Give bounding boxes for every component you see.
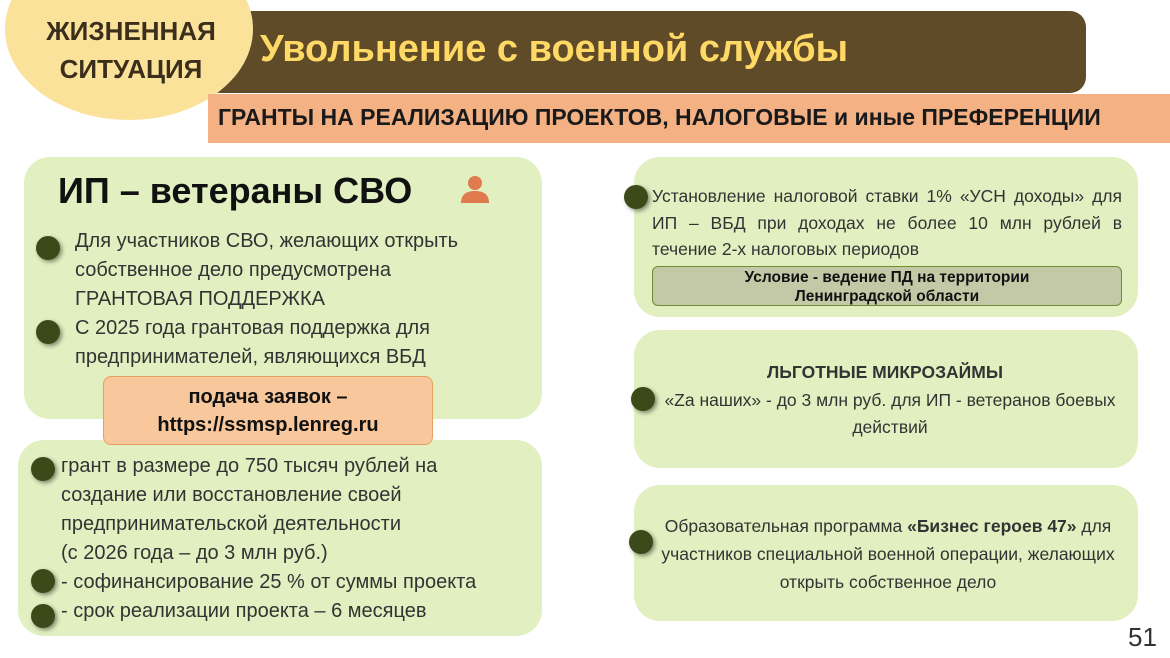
education-program-name: «Бизнес героев 47» <box>907 516 1077 536</box>
bullet-dot <box>36 236 60 260</box>
bullet-dot <box>36 320 60 344</box>
ip-bullet-2-line: С 2025 года грантовая поддержка для <box>75 317 431 339</box>
microloans-title: ЛЬГОТНЫЕ МИКРОЗАЙМЫ <box>767 362 1003 382</box>
bullet-dot <box>31 457 55 481</box>
page-subtitle: ГРАНТЫ НА РЕАЛИЗАЦИЮ ПРОЕКТОВ, НАЛОГОВЫЕ и иные ПРЕФЕРЕНЦИИ <box>218 104 1101 130</box>
ip-bullet-1-line: Для участников СВО, желающих открыть <box>75 230 459 252</box>
grant-line: - софинансирование 25 % от суммы проекта <box>61 571 477 593</box>
bullet-dot <box>31 569 55 593</box>
condition-line-2: Ленинградской области <box>794 288 980 305</box>
grant-line: (с 2026 года – до 3 млн руб.) <box>61 542 328 564</box>
bullet-dot <box>31 604 55 628</box>
apply-url[interactable]: https://ssmsp.lenreg.ru <box>157 414 379 436</box>
education-text <box>650 512 1126 596</box>
badge-line-1: ЖИЗНЕННАЯ <box>46 16 216 46</box>
education-text-after: для участников специальной военной операции, желающих открыть собственное дело <box>661 516 1115 592</box>
condition-box <box>652 266 1122 306</box>
apply-link-box[interactable] <box>103 376 433 445</box>
page-number: 51 <box>1128 622 1157 652</box>
badge-line-2: СИТУАЦИЯ <box>59 54 203 84</box>
grant-line: грант в размере до 750 тысяч рублей на <box>61 455 438 477</box>
ip-bullet-2-line: предпринимателей, являющихся ВБД <box>75 346 426 368</box>
education-text-before: Образовательная программа <box>664 516 908 536</box>
ip-veterans-heading: ИП – ветераны СВО <box>58 170 413 211</box>
tax-rate-text: Установление налоговой ставки 1% «УСН доходы» для ИП – ВБД при доходах не более 10 млн рублей в течение 2-х налоговых периодов <box>652 186 1122 259</box>
bullet-dot <box>624 185 648 209</box>
ip-bullet-2 <box>75 314 430 372</box>
grant-line: предпринимательской деятельности <box>61 513 401 535</box>
microloans-text: «Zа наших» - до 3 млн руб. для ИП - ветеранов боевых действий <box>664 390 1116 437</box>
person-icon <box>458 172 492 206</box>
grant-line: - срок реализации проекта – 6 месяцев <box>61 600 427 622</box>
bullet-dot <box>631 387 655 411</box>
grant-text <box>61 452 476 626</box>
badge-label <box>18 12 244 88</box>
grant-line: создание или восстановление своей <box>61 484 402 506</box>
apply-label: подача заявок – <box>188 386 348 408</box>
ip-bullet-1-line: ГРАНТОВАЯ ПОДДЕРЖКА <box>75 288 325 310</box>
ip-bullet-1 <box>75 227 458 314</box>
condition-line-1: Условие - ведение ПД на территории <box>744 269 1030 286</box>
ip-bullet-1-line: собственное дело предусмотрена <box>75 259 391 281</box>
page-title: Увольнение с военной службы <box>260 28 849 70</box>
